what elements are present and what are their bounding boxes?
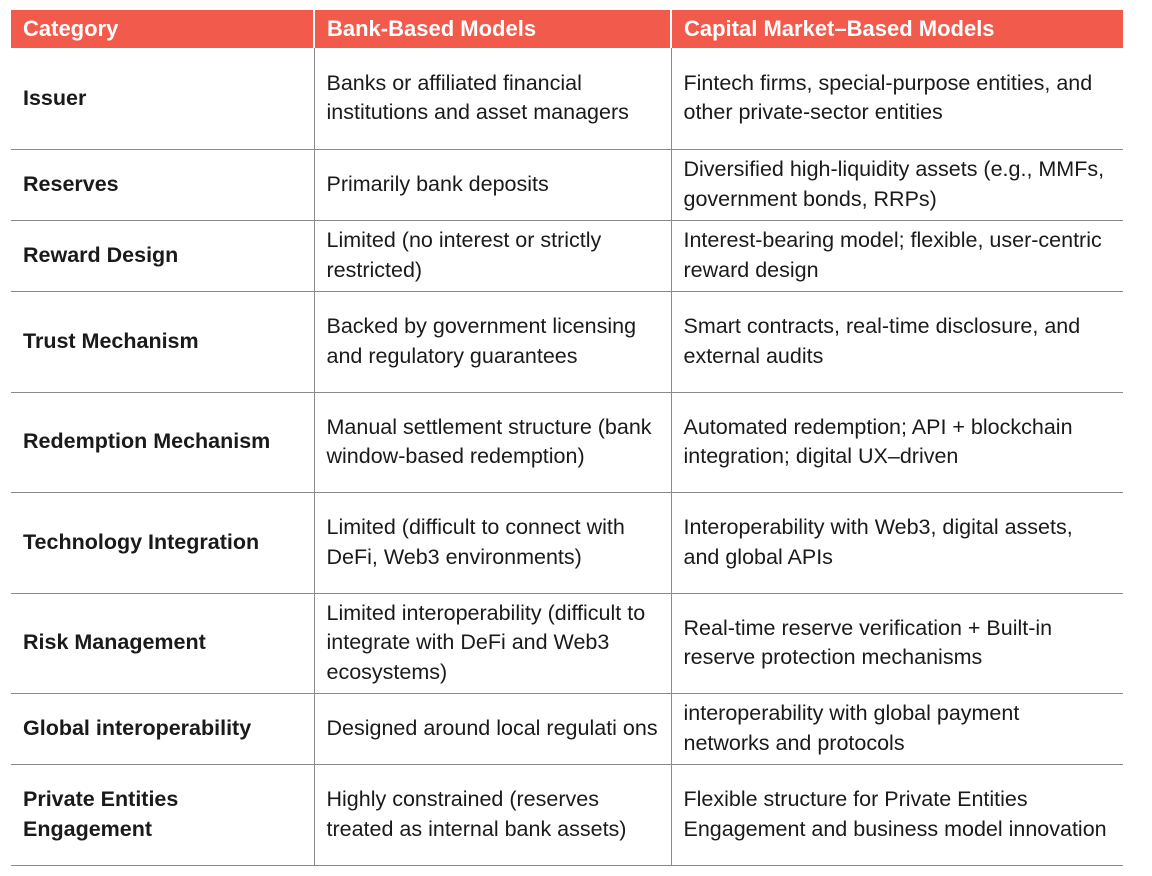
row-category: Risk Management (11, 593, 314, 693)
header-capital-market-based-models: Capital Market–Based Models (671, 10, 1123, 48)
row-bank-based: Designed around local regulati ons (314, 693, 671, 764)
row-capital-market-based: Fintech firms, special-purpose entities, and other private-sector entities (671, 48, 1123, 149)
row-capital-market-based: Automated redemption; API + blockchain integration; digital UX–driven (671, 392, 1123, 492)
row-capital-market-based: Flexible structure for Private Entities Engagement and business model innovation (671, 764, 1123, 865)
table-row (11, 492, 1123, 593)
row-category: Technology Integration (11, 492, 314, 593)
table-row (11, 693, 1123, 764)
row-category: Issuer (11, 48, 314, 149)
row-capital-market-based: Smart contracts, real-time disclosure, and external audits (671, 291, 1123, 392)
table-row (11, 220, 1123, 291)
row-bank-based: Banks or affiliated financial institutions and asset managers (314, 48, 671, 149)
table-row (11, 149, 1123, 220)
comparison-table-container (11, 10, 1123, 866)
row-capital-market-based: interoperability with global payment networks and protocols (671, 693, 1123, 764)
row-category: Private Entities Engagement (11, 764, 314, 865)
row-bank-based: Highly constrained (reserves treated as internal bank assets) (314, 764, 671, 865)
table-row (11, 48, 1123, 149)
row-bank-based: Limited interoperability (difficult to integrate with DeFi and Web3 ecosystems) (314, 593, 671, 693)
table-row (11, 291, 1123, 392)
row-bank-based: Manual settlement structure (bank window-based redemption) (314, 392, 671, 492)
row-capital-market-based: Interest-bearing model; flexible, user-centric reward design (671, 220, 1123, 291)
row-capital-market-based: Diversified high-liquidity assets (e.g., MMFs, government bonds, RRPs) (671, 149, 1123, 220)
row-category: Trust Mechanism (11, 291, 314, 392)
row-category: Reward Design (11, 220, 314, 291)
row-bank-based: Limited (no interest or strictly restricted) (314, 220, 671, 291)
header-row (11, 10, 1123, 48)
comparison-table (11, 10, 1123, 866)
table-row (11, 593, 1123, 693)
row-bank-based: Primarily bank deposits (314, 149, 671, 220)
table-row (11, 392, 1123, 492)
header-bank-based-models: Bank-Based Models (314, 10, 671, 48)
table-body (11, 48, 1123, 865)
row-category: Global interoperability (11, 693, 314, 764)
header-category: Category (11, 10, 314, 48)
table-header (11, 10, 1123, 48)
row-capital-market-based: Interoperability with Web3, digital assets, and global APIs (671, 492, 1123, 593)
row-category: Reserves (11, 149, 314, 220)
row-capital-market-based: Real-time reserve verification + Built-in reserve protection mechanisms (671, 593, 1123, 693)
row-bank-based: Limited (difficult to connect with DeFi, Web3 environments) (314, 492, 671, 593)
row-category: Redemption Mechanism (11, 392, 314, 492)
table-row (11, 764, 1123, 865)
row-bank-based: Backed by government licensing and regulatory guarantees (314, 291, 671, 392)
